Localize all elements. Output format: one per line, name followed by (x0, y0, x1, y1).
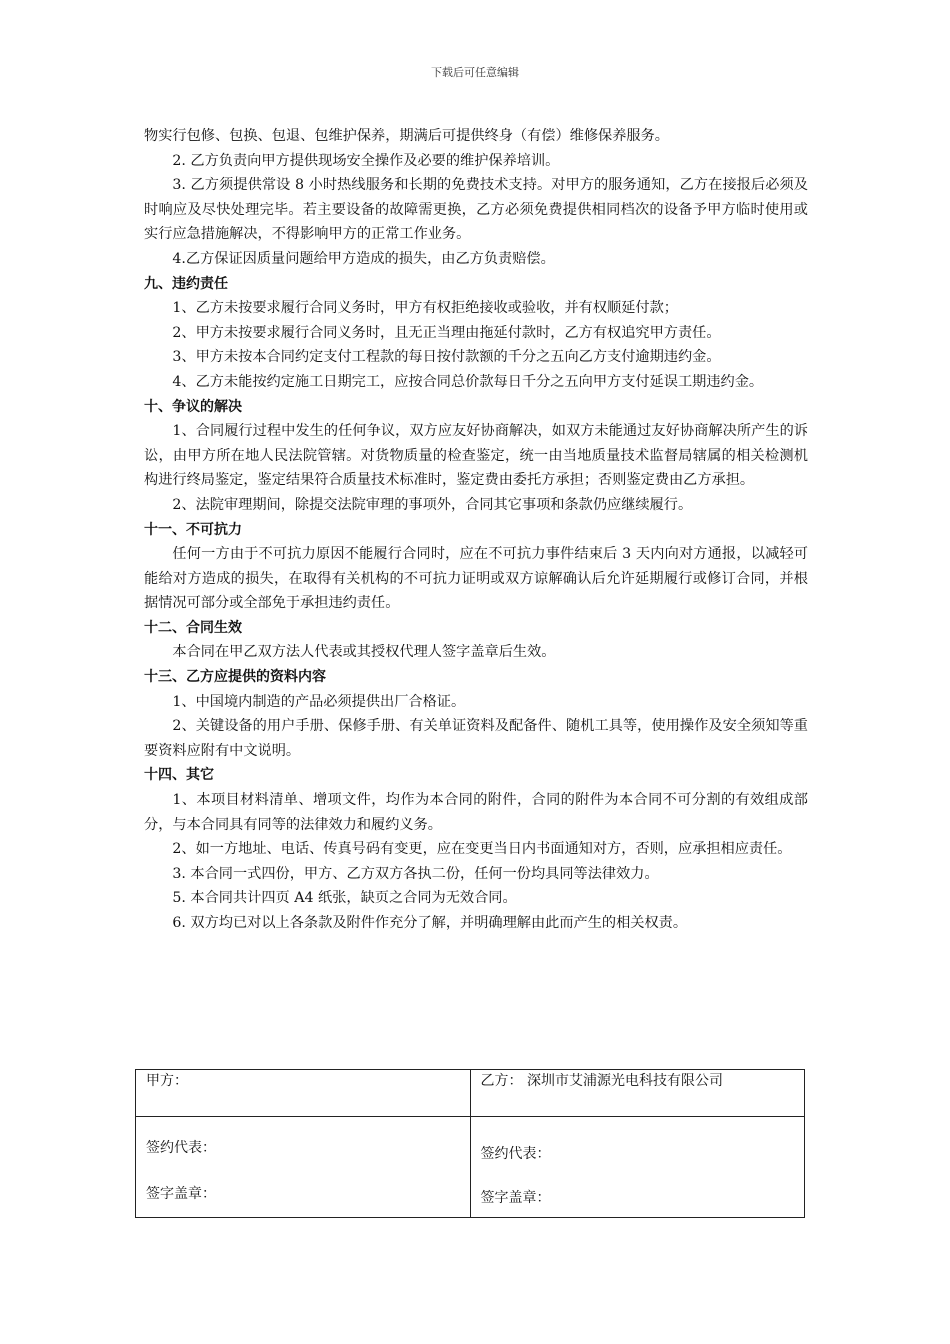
paragraph: 2、甲方未按要求履行合同义务时，且无正当理由拖延付款时，乙方有权追究甲方责任。 (172, 324, 721, 341)
party-a-cell (136, 1070, 471, 1117)
paragraph: 1、中国境内制造的产品必须提供出厂合格证。 (172, 693, 466, 710)
section-heading: 十二、合同生效 (144, 619, 242, 636)
page-header: 下载后可任意编辑 (431, 66, 519, 79)
paragraph: 2、法院审理期间，除提交法院审理的事项外，合同其它事项和条款仍应继续履行。 (172, 496, 693, 513)
section-heading: 十三、乙方应提供的资料内容 (144, 669, 326, 686)
section-heading: 十一、不可抗力 (144, 521, 242, 538)
paragraph: 2. 乙方负责向甲方提供现场安全操作及必要的维护保养培训。 (172, 152, 560, 169)
section-heading: 九、违约责任 (144, 275, 228, 292)
paragraph: 本合同在甲乙双方法人代表或其授权代理人签字盖章后生效。 (172, 644, 556, 661)
party-b-cell (470, 1070, 805, 1117)
paragraph: 1、本项目材料清单、增项文件，均作为本合同的附件，合同的附件为本合同不可分割的有效组成部分，与本合同具有同等的法律效力和履约义务。 (144, 792, 808, 833)
paragraph: 物实行包修、包换、包退、包维护保养，期满后可提供终身（有偿）维修保养服务。 (144, 128, 669, 144)
paragraph: 2、关键设备的用户手册、保修手册、有关单证资料及配备件、随机工具等，使用操作及安全须知等重要资料应附有中文说明。 (144, 718, 808, 759)
paragraph: 4.乙方保证因质量问题给甲方造成的损失，由乙方负责赔偿。 (172, 250, 555, 267)
section-heading: 十、争议的解决 (144, 398, 242, 415)
signature-table (135, 1069, 805, 1218)
signature-seal-label: 签字盖章： (146, 1186, 216, 1202)
contract-body (144, 124, 808, 936)
signing-representative-label: 签约代表： (146, 1140, 216, 1156)
party-a-sign-cell (136, 1117, 471, 1218)
signature-seal-label: 签字盖章： (480, 1190, 551, 1206)
paragraph: 任何一方由于不可抗力原因不能履行合同时，应在不可抗力事件结束后 3 天内向对方通报，以减轻可能给对方造成的损失，在取得有关机构的不可抗力证明或双方谅解确认后允许延期履行或修订合同，并根据情况可部分或全部免于承担违约责任。 (144, 546, 808, 612)
paragraph: 3、甲方未按本合同约定支付工程款的每日按付款额的千分之五向乙方支付逾期违约金。 (172, 349, 721, 366)
paragraph: 1、合同履行过程中发生的任何争议，双方应友好协商解决，如双方未能通过友好协商解决所产生的诉讼，由甲方所在地人民法院管辖。对货物质量的检查鉴定，统一由当地质量技术监督局辖属的相关检测机构进行终局鉴定，鉴定结果符合质量技术标准时，鉴定费由委托方承担；否则鉴定费由乙方承担。 (144, 423, 808, 489)
party-b-label: 乙方： 深圳市艾浦源光电科技有限公司 (480, 1073, 723, 1089)
signing-representative-label: 签约代表： (480, 1146, 551, 1162)
paragraph: 3. 乙方须提供常设 8 小时热线服务和长期的免费技术支持。对甲方的服务通知，乙方在接报后必须及时响应及尽快处理完毕。若主要设备的故障需更换，乙方必须免费提供相同档次的设备予甲方临时使用或实行应急措施解决，不得影响甲方的正常工作业务。 (144, 177, 808, 243)
party-b-sign-cell (470, 1117, 805, 1218)
party-a-label: 甲方： (146, 1073, 188, 1089)
paragraph: 3. 本合同一式四份，甲方、乙方双方各执二份，任何一份均具同等法律效力。 (172, 865, 659, 882)
paragraph: 2、如一方地址、电话、传真号码有变更，应在变更当日内书面通知对方，否则，应承担相应责任。 (172, 841, 792, 858)
paragraph: 5. 本合同共计四页 A4 纸张，缺页之合同为无效合同。 (172, 890, 517, 907)
paragraph: 6. 双方均已对以上各条款及附件作充分了解，并明确理解由此而产生的相关权责。 (172, 915, 688, 931)
section-heading: 十四、其它 (144, 767, 214, 784)
paragraph: 1、乙方未按要求履行合同义务时，甲方有权拒绝接收或验收，并有权顺延付款； (172, 300, 678, 317)
paragraph: 4、乙方未能按约定施工日期完工，应按合同总价款每日千分之五向甲方支付延误工期违约金。 (172, 373, 764, 390)
